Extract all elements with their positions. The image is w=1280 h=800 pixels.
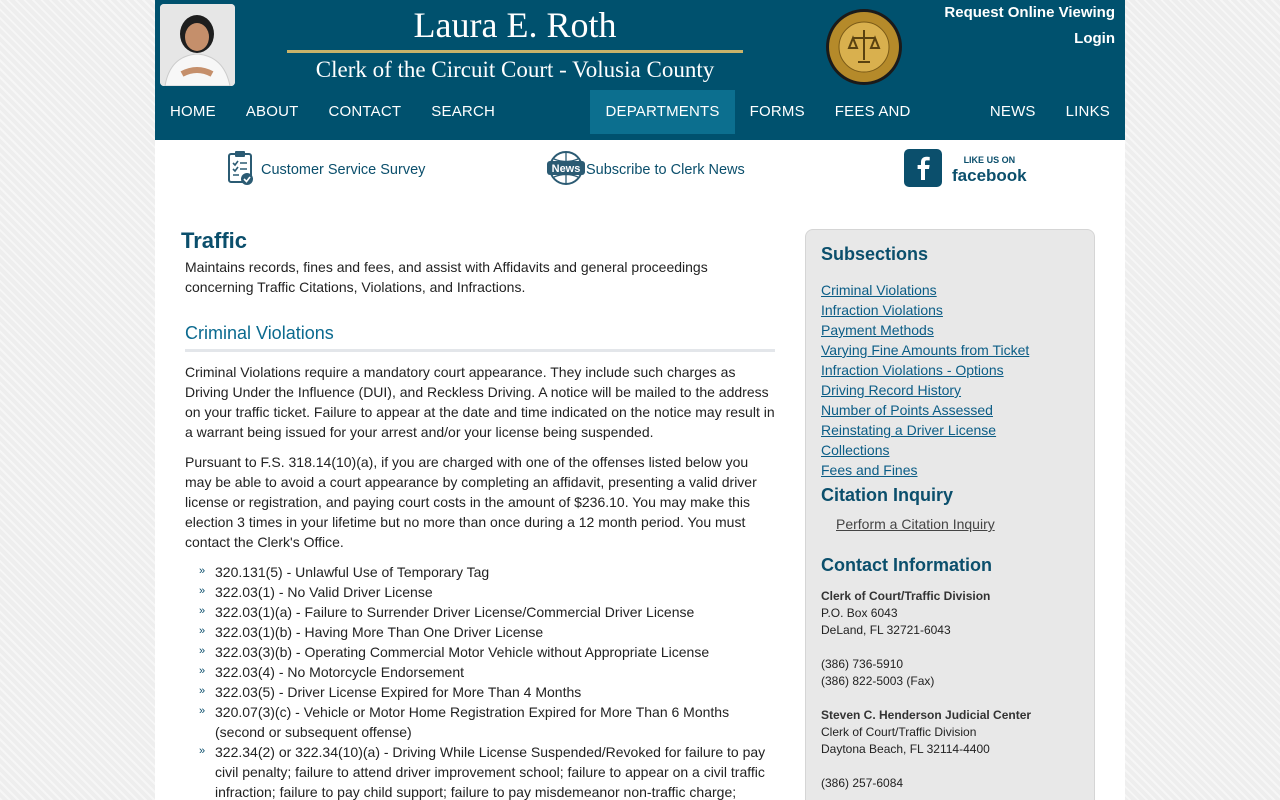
subscribe-clerk-news-link[interactable]: [546, 150, 745, 190]
nav-home[interactable]: HOME: [170, 103, 216, 120]
subsection-link-collections[interactable]: Collections: [821, 442, 890, 458]
contact-office-1: Clerk of Court/Traffic Division: [821, 589, 991, 603]
subsection-link-driving-record-history[interactable]: Driving Record History: [821, 382, 962, 398]
list-item: » 320.131(5) - Unlawful Use of Temporary Tag: [185, 562, 775, 582]
sidebar: [805, 229, 1095, 800]
customer-service-survey-link[interactable]: [227, 150, 425, 190]
nav-links[interactable]: LINKS: [1065, 103, 1110, 120]
login-link[interactable]: Login: [1074, 30, 1115, 47]
clerk-name-title: Laura E. Roth: [413, 5, 617, 45]
affidavit-paragraph: Pursuant to F.S. 318.14(10)(a), if you are charged with one of the offenses listed below you may be able to avoid a court appearance by completing an affidavit, presenting a valid driver license or registration, and paying court costs in the amount of $236.10. You may make this election 3 times in your lifetime but no more than once during a 12 month period. You must contact the Clerk's Office.: [185, 454, 757, 550]
section-title-criminal-violations: Criminal Violations: [185, 323, 775, 352]
citation-inquiry-link[interactable]: Perform a Citation Inquiry: [836, 516, 995, 532]
list-item: » 322.03(1) - No Valid Driver License: [185, 582, 775, 602]
nav-fees-and-fines[interactable]: FEES AND FINES: [834, 103, 911, 164]
subsection-link-infraction-violations[interactable]: Infraction Violations: [821, 302, 943, 318]
list-item: » 322.03(5) - Driver License Expired for More Than 4 Months: [185, 682, 775, 702]
subsection-link-points-assessed[interactable]: Number of Points Assessed: [821, 402, 993, 418]
nav-departments[interactable]: DEPARTMENTS: [590, 90, 734, 134]
citation-inquiry-title: Citation Inquiry: [821, 485, 953, 505]
nav-search-records[interactable]: SEARCH RECORDS: [431, 103, 508, 164]
contact-information-title: Contact Information: [821, 555, 992, 575]
clerk-portrait: [160, 4, 235, 86]
contact-city-1: DeLand, FL 32721-6043: [821, 623, 951, 637]
circuit-court-seal-icon: [825, 8, 903, 86]
nav-about[interactable]: ABOUT: [245, 103, 299, 120]
clipboard-check-icon: [227, 150, 255, 190]
facebook-big-label: facebook: [952, 166, 1027, 185]
title-divider: [287, 50, 743, 53]
contact-details: [821, 588, 1031, 792]
nav-forms[interactable]: FORMS: [749, 103, 805, 120]
subsection-link-payment-methods[interactable]: Payment Methods: [821, 322, 934, 338]
criminal-violations-paragraph: Criminal Violations require a mandatory court appearance. They include such charges as Driving Under the Influence (DUI), and Reckless Driving. A notice will be mailed to the address on your traffic ticket. Failure to appear at the date and time indicated on the notice may result in a warrant being issued for your arrest and/or your license being suspended.: [185, 364, 775, 440]
contact-judicial-center: Steven C. Henderson Judicial Center: [821, 708, 1032, 722]
subsection-link-varying-fine-amounts[interactable]: Varying Fine Amounts from Ticket: [821, 342, 1030, 358]
subsections-title: Subsections: [821, 244, 929, 264]
contact-phone-1: (386) 736-5910: [821, 657, 904, 671]
nav-news[interactable]: NEWS: [989, 103, 1036, 120]
contact-phone-2: (386) 257-6084: [821, 776, 904, 790]
list-item: » 322.03(3)(b) - Operating Commercial Motor Vehicle without Appropriate License: [185, 642, 775, 662]
list-item: » 320.07(3)(c) - Vehicle or Motor Home Registration Expired for More Than 6 Months (second or subsequent offense): [185, 702, 775, 742]
subsection-link-fees-and-fines[interactable]: Fees and Fines: [821, 462, 918, 478]
nav-contact[interactable]: CONTACT: [328, 103, 402, 120]
contact-po-box: P.O. Box 6043: [821, 606, 898, 620]
news-globe-icon: [546, 150, 586, 190]
subsection-link-reinstating-license[interactable]: Reinstating a Driver License: [821, 422, 997, 438]
news-badge-text: News: [551, 163, 581, 175]
list-item: » 322.03(1)(b) - Having More Than One Driver License: [185, 622, 775, 642]
intro-text: Maintains records, fines and fees, and assist with Affidavits and general proceedings concerning Traffic Citations, Violations, and Infractions.: [185, 259, 708, 295]
subsection-link-infraction-options[interactable]: Infraction Violations - Options: [821, 362, 1004, 378]
contact-city-2: Daytona Beach, FL 32114-4400: [821, 742, 990, 756]
facebook-text: [952, 156, 1027, 184]
contact-office-2: Clerk of Court/Traffic Division: [821, 725, 977, 739]
facebook-icon: [904, 149, 942, 191]
subscribe-clerk-news-label: Subscribe to Clerk News: [586, 162, 745, 178]
facebook-link[interactable]: [904, 150, 1027, 190]
page-title: Traffic: [181, 228, 248, 253]
clerk-subtitle: Clerk of the Circuit Court - Volusia County: [315, 57, 715, 82]
customer-service-survey-label: Customer Service Survey: [261, 162, 426, 178]
list-item: » 322.03(4) - No Motorcycle Endorsement: [185, 662, 775, 682]
list-item: » 322.34(2) or 322.34(10)(a) - Driving While License Suspended/Revoked for failure to pay civil penalty; failure to attend driver improvement school; failure to appear on a civil traffic infraction; failure to pay child support; failure to pay misdemeanor non-traffic charge;: [185, 742, 775, 800]
page: [155, 0, 1125, 800]
main-content: [181, 228, 781, 800]
request-online-viewing-link[interactable]: Request Online Viewing: [944, 4, 1115, 21]
facebook-small-label: LIKE US ON: [963, 155, 1016, 165]
offense-list: [185, 562, 775, 800]
contact-fax: (386) 822-5003 (Fax): [821, 674, 935, 688]
subsection-link-criminal-violations[interactable]: Criminal Violations: [821, 282, 937, 298]
list-item: » 322.03(1)(a) - Failure to Surrender Driver License/Commercial Driver License: [185, 602, 775, 622]
subsection-links: [821, 280, 1029, 480]
